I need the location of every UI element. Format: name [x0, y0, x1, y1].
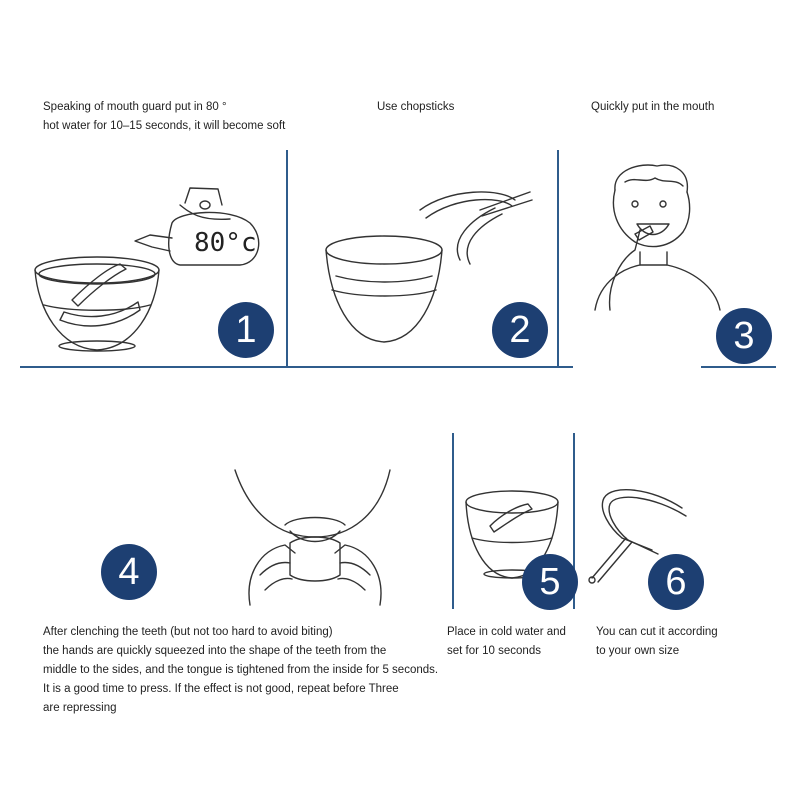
step-1-caption-line: Speaking of mouth guard put in 80 ° — [43, 101, 227, 113]
step-5-caption-line: set for 10 seconds — [447, 645, 541, 657]
step-3-caption — [591, 98, 714, 117]
step-5-caption-line: Place in cold water and — [447, 626, 566, 638]
step-3-caption-line: Quickly put in the mouth — [591, 101, 715, 113]
step-6-caption-line: to your own size — [596, 645, 680, 657]
step-4-caption-line: are repressing — [43, 702, 117, 714]
step-3-badge: 3 — [716, 308, 772, 364]
kettle-temperature-label: 80°c — [194, 228, 257, 258]
step-2-caption-line: Use chopsticks — [377, 101, 455, 113]
step-2-badge: 2 — [492, 302, 548, 358]
step-4-caption-line: It is a good time to press. If the effect is not good, repeat before Three — [43, 683, 399, 695]
step-2-caption — [377, 98, 454, 117]
step-6-caption-line: You can cut it according — [596, 626, 718, 638]
divider-4-5 — [452, 433, 454, 609]
step-4-badge: 4 — [101, 544, 157, 600]
top-row-baseline — [20, 366, 573, 368]
step-1-caption-line: hot water for 10–15 seconds, it will become soft — [43, 120, 286, 132]
divider-2-3 — [557, 150, 559, 366]
step-4-caption-line: middle to the sides, and the tongue is tightened from the inside for 5 seconds. — [43, 664, 439, 676]
step-4-caption-line: After clenching the teeth (but not too hard to avoid biting) — [43, 626, 333, 638]
step-4-caption — [43, 623, 438, 718]
step-5-badge: 5 — [522, 554, 578, 610]
step-1-badge: 1 — [218, 302, 274, 358]
step-1-caption — [43, 98, 285, 136]
boy-putting-guard-illustration — [595, 160, 725, 310]
divider-1-2 — [286, 150, 288, 366]
step-6-caption — [596, 623, 718, 661]
step-6-badge: 6 — [648, 554, 704, 610]
step-4-caption-line: the hands are quickly squeezed into the shape of the teeth from the — [43, 645, 387, 657]
top-row-baseline-right — [701, 366, 776, 368]
jaw-hands-pressing-illustration — [230, 465, 400, 610]
step-5-caption — [447, 623, 566, 661]
kettle-icon — [130, 183, 270, 273]
